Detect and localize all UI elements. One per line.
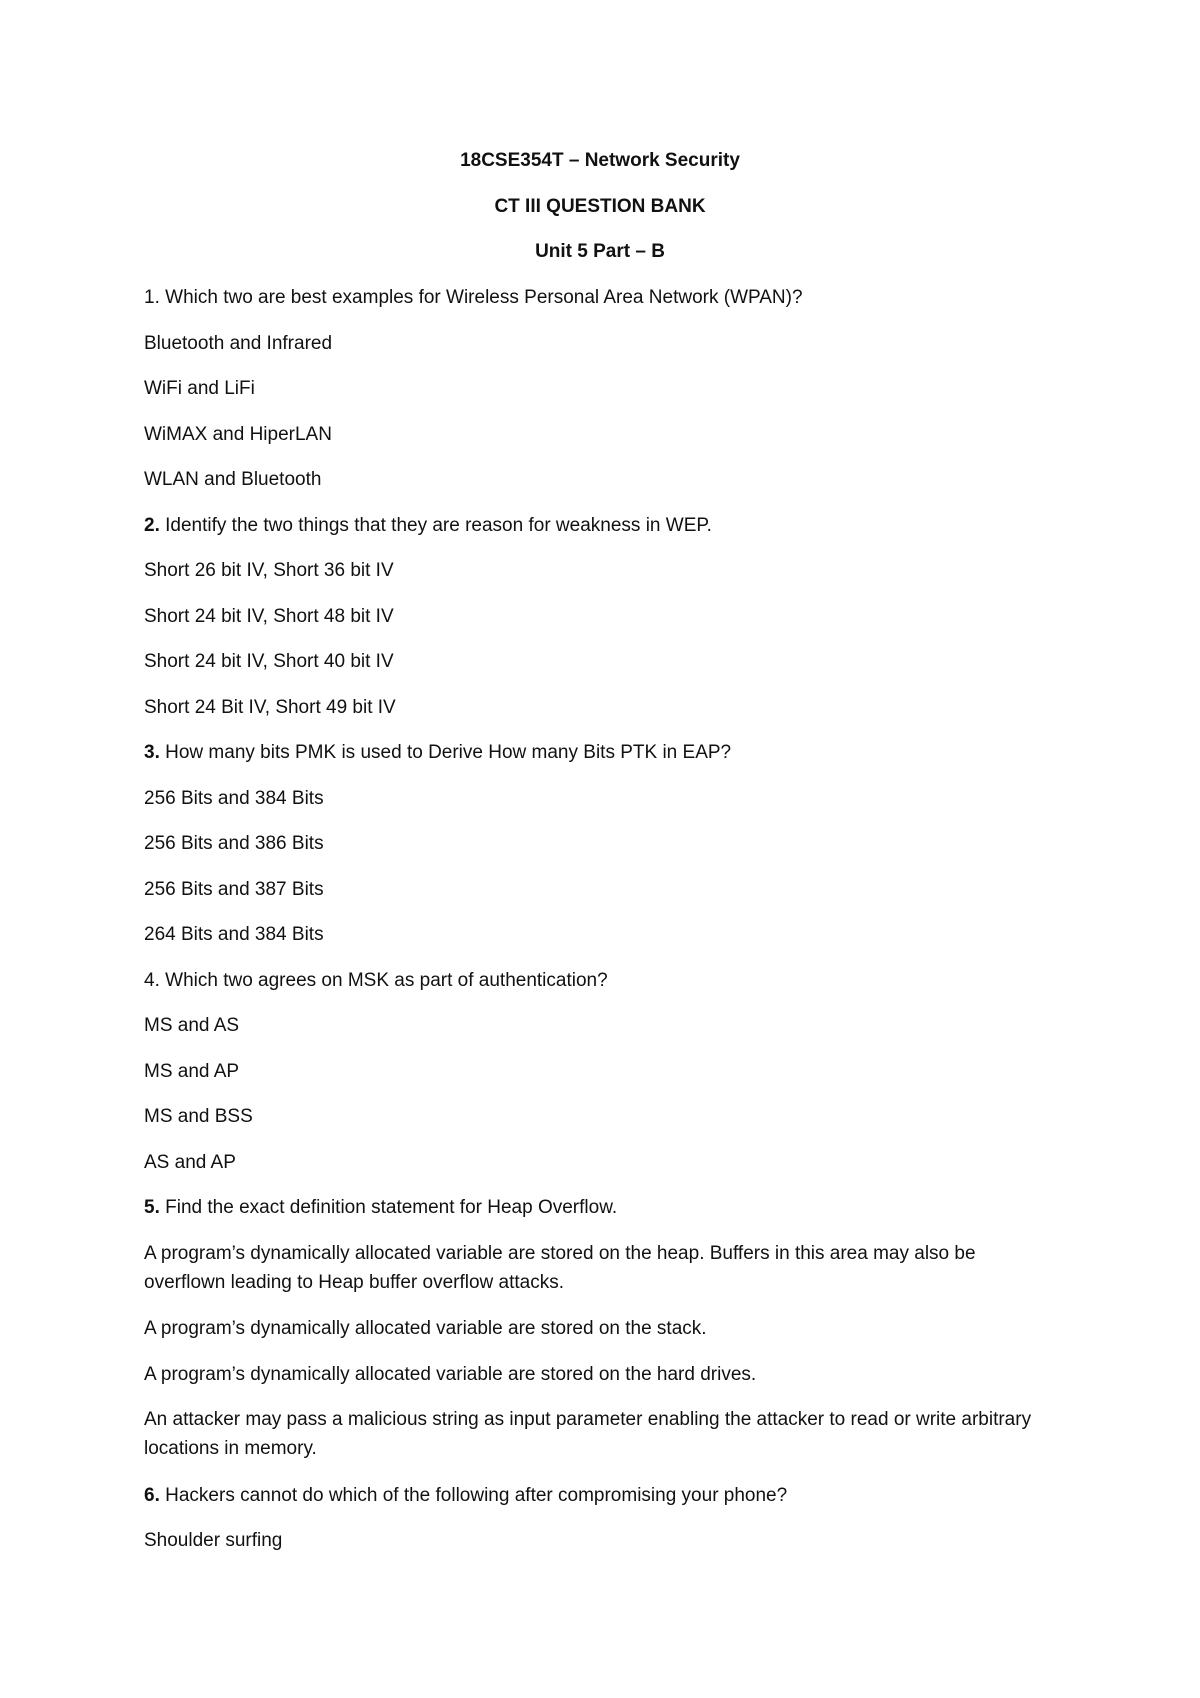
option-5b: A program’s dynamically allocated variable are stored on the stack. — [144, 1318, 707, 1339]
question-number: 4. — [144, 970, 160, 991]
question-text: Hackers cannot do which of the following after compromising your phone? — [165, 1485, 788, 1506]
option-4d: AS and AP — [144, 1152, 236, 1173]
question-3 — [144, 738, 1044, 767]
question-4 — [144, 966, 1044, 995]
question-6 — [144, 1481, 1044, 1510]
option-4b: MS and AP — [144, 1061, 240, 1082]
option-5d: An attacker may pass a malicious string as input parameter enabling the attacker to read or write arbitrary locations in memory. — [144, 1409, 1032, 1459]
question-2 — [144, 511, 1044, 540]
option-1b: WiFi and LiFi — [144, 378, 255, 399]
question-number: 1. — [144, 287, 160, 308]
option-5c: A program’s dynamically allocated variable are stored on the hard drives. — [144, 1364, 757, 1385]
option-2c: Short 24 bit IV, Short 40 bit IV — [144, 651, 394, 672]
unit-title: Unit 5 Part – B — [535, 241, 665, 262]
question-number: 2. — [144, 515, 160, 536]
question-1 — [144, 283, 1044, 312]
option-1c: WiMAX and HiperLAN — [144, 424, 332, 445]
question-text: Which two are best examples for Wireless Personal Area Network (WPAN)? — [165, 287, 803, 308]
question-text: Find the exact definition statement for Heap Overflow. — [165, 1197, 618, 1218]
option-6a: Shoulder surfing — [144, 1530, 283, 1551]
question-text: Which two agrees on MSK as part of authentication? — [165, 970, 608, 991]
option-2a: Short 26 bit IV, Short 36 bit IV — [144, 560, 394, 581]
option-2d: Short 24 Bit IV, Short 49 bit IV — [144, 697, 396, 718]
option-3a: 256 Bits and 384 Bits — [144, 788, 324, 809]
option-4c: MS and BSS — [144, 1106, 253, 1127]
question-text: Identify the two things that they are reason for weakness in WEP. — [165, 515, 712, 536]
option-3c: 256 Bits and 387 Bits — [144, 879, 324, 900]
question-number: 6. — [144, 1485, 160, 1506]
option-5a: A program’s dynamically allocated variable are stored on the heap. Buffers in this area may also be overflown leading to Heap buffer overflow attacks. — [144, 1243, 976, 1293]
question-bank-title: CT III QUESTION BANK — [494, 196, 706, 217]
option-1d: WLAN and Bluetooth — [144, 469, 322, 490]
course-title: 18CSE354T – Network Security — [460, 150, 740, 171]
option-4a: MS and AS — [144, 1015, 240, 1036]
question-5 — [144, 1193, 1044, 1222]
question-number: 3. — [144, 742, 160, 763]
option-3b: 256 Bits and 386 Bits — [144, 833, 324, 854]
option-3d: 264 Bits and 384 Bits — [144, 924, 324, 945]
question-text: How many bits PMK is used to Derive How many Bits PTK in EAP? — [165, 742, 732, 763]
option-2b: Short 24 bit IV, Short 48 bit IV — [144, 606, 394, 627]
question-number: 5. — [144, 1197, 160, 1218]
option-1a: Bluetooth and Infrared — [144, 333, 333, 354]
